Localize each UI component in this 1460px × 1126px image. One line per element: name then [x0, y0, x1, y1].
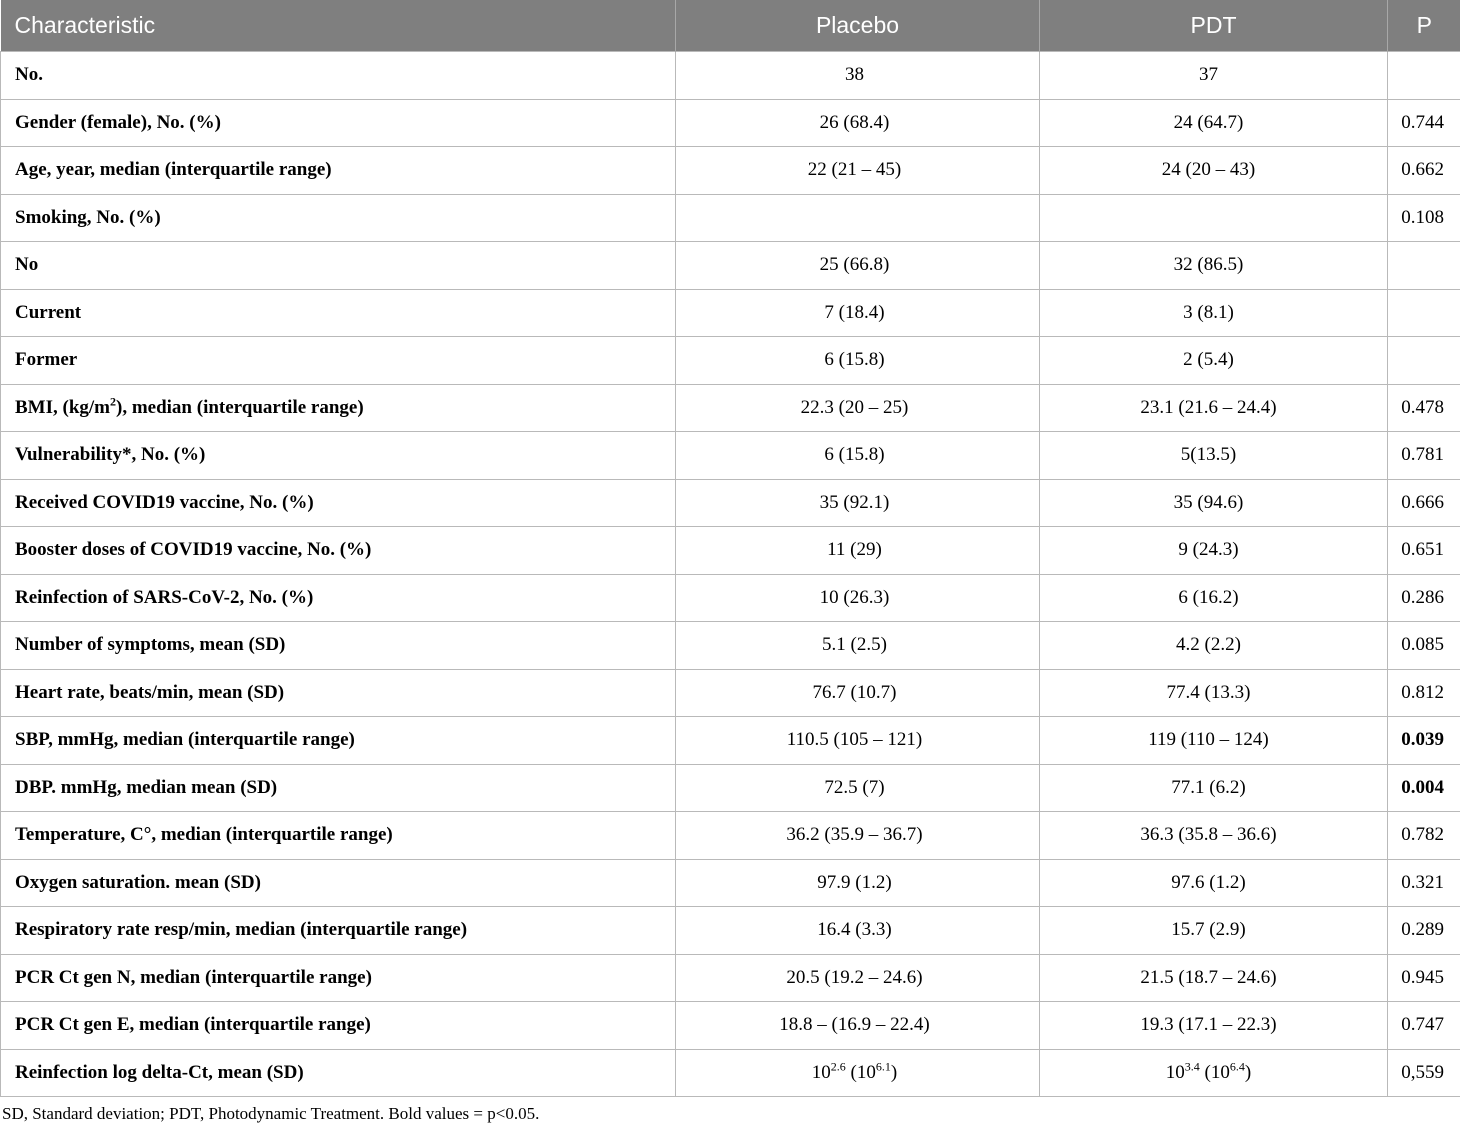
row-label: Received COVID19 vaccine, No. (%) [1, 479, 676, 527]
value-mid: (10 [845, 1061, 876, 1083]
value-mid: (10 [1199, 1061, 1230, 1083]
table-row [1, 479, 1460, 527]
table-row [1, 384, 1460, 432]
row-label: Reinfection of SARS-CoV-2, No. (%) [1, 574, 676, 622]
label-superscript: 2 [110, 394, 116, 409]
table-row [1, 907, 1460, 955]
table-row [1, 289, 1460, 337]
row-label: Former [1, 337, 676, 385]
table-row [1, 717, 1460, 765]
p-value-cell: 0.945 [1388, 954, 1460, 1002]
placebo-cell: 16.4 (3.3) [676, 907, 1040, 955]
p-value-cell: 0.289 [1388, 907, 1460, 955]
pdt-cell: 36.3 (35.8 – 36.6) [1040, 812, 1388, 860]
pdt-cell: 24 (64.7) [1040, 99, 1388, 147]
value-exponent: 2.6 [830, 1059, 846, 1074]
placebo-cell: 110.5 (105 – 121) [676, 717, 1040, 765]
row-label [1, 384, 676, 432]
row-label: Number of symptoms, mean (SD) [1, 622, 676, 670]
table-row [1, 337, 1460, 385]
table-row [1, 432, 1460, 480]
placebo-cell: 36.2 (35.9 – 36.7) [676, 812, 1040, 860]
placebo-cell: 25 (66.8) [676, 242, 1040, 290]
placebo-cell: 22 (21 – 45) [676, 147, 1040, 195]
pdt-cell: 35 (94.6) [1040, 479, 1388, 527]
row-label: Oxygen saturation. mean (SD) [1, 859, 676, 907]
p-value-cell: 0.662 [1388, 147, 1460, 195]
header-characteristic: Characteristic [1, 0, 676, 52]
p-value-cell: 0.666 [1388, 479, 1460, 527]
row-label: DBP. mmHg, median mean (SD) [1, 764, 676, 812]
pdt-cell: 6 (16.2) [1040, 574, 1388, 622]
placebo-cell [676, 1049, 1040, 1097]
p-value-cell-significant: 0.039 [1388, 717, 1460, 765]
row-label: Heart rate, beats/min, mean (SD) [1, 669, 676, 717]
row-label: Temperature, C°, median (interquartile range) [1, 812, 676, 860]
table-row [1, 812, 1460, 860]
p-value-cell [1388, 52, 1460, 100]
pdt-cell: 119 (110 – 124) [1040, 717, 1388, 765]
table-row [1, 764, 1460, 812]
placebo-cell: 72.5 (7) [676, 764, 1040, 812]
p-value-cell: 0.812 [1388, 669, 1460, 717]
table-row [1, 194, 1460, 242]
table-row [1, 242, 1460, 290]
table-row [1, 52, 1460, 100]
table-row [1, 1002, 1460, 1050]
p-value-cell [1388, 242, 1460, 290]
p-value-cell: 0.108 [1388, 194, 1460, 242]
placebo-cell: 5.1 (2.5) [676, 622, 1040, 670]
row-label: PCR Ct gen E, median (interquartile range) [1, 1002, 676, 1050]
p-value-cell [1388, 337, 1460, 385]
table-row [1, 954, 1460, 1002]
placebo-cell: 20.5 (19.2 – 24.6) [676, 954, 1040, 1002]
value-base: 10 [811, 1061, 831, 1083]
p-value-cell: 0,559 [1388, 1049, 1460, 1097]
pdt-cell: 32 (86.5) [1040, 242, 1388, 290]
placebo-cell: 6 (15.8) [676, 432, 1040, 480]
p-value-cell: 0.747 [1388, 1002, 1460, 1050]
placebo-cell: 35 (92.1) [676, 479, 1040, 527]
row-label: Vulnerability*, No. (%) [1, 432, 676, 480]
p-value-cell: 0.321 [1388, 859, 1460, 907]
placebo-cell: 26 (68.4) [676, 99, 1040, 147]
row-label: Gender (female), No. (%) [1, 99, 676, 147]
pdt-cell [1040, 194, 1388, 242]
p-value-cell: 0.781 [1388, 432, 1460, 480]
row-label: Age, year, median (interquartile range) [1, 147, 676, 195]
pdt-cell: 77.1 (6.2) [1040, 764, 1388, 812]
placebo-cell: 18.8 – (16.9 – 22.4) [676, 1002, 1040, 1050]
row-label: Respiratory rate resp/min, median (interquartile range) [1, 907, 676, 955]
value-base: 10 [1165, 1061, 1185, 1083]
pdt-cell: 9 (24.3) [1040, 527, 1388, 575]
row-label: PCR Ct gen N, median (interquartile range) [1, 954, 676, 1002]
p-value-cell: 0.478 [1388, 384, 1460, 432]
p-value-cell-significant: 0.004 [1388, 764, 1460, 812]
header-pdt: PDT [1040, 0, 1388, 52]
row-label: Booster doses of COVID19 vaccine, No. (%) [1, 527, 676, 575]
value-end: ) [1244, 1061, 1252, 1083]
row-label: Current [1, 289, 676, 337]
placebo-cell: 7 (18.4) [676, 289, 1040, 337]
pdt-cell: 24 (20 – 43) [1040, 147, 1388, 195]
table-row [1, 622, 1460, 670]
row-label: Smoking, No. (%) [1, 194, 676, 242]
row-label: No [1, 242, 676, 290]
table-row [1, 99, 1460, 147]
label-text: BMI, (kg/m [15, 396, 110, 418]
row-label: SBP, mmHg, median (interquartile range) [1, 717, 676, 765]
header-placebo: Placebo [676, 0, 1040, 52]
placebo-cell: 38 [676, 52, 1040, 100]
row-label: Reinfection log delta-Ct, mean (SD) [1, 1049, 676, 1097]
pdt-cell: 23.1 (21.6 – 24.4) [1040, 384, 1388, 432]
value-exponent-2: 6.1 [875, 1059, 891, 1074]
placebo-cell [676, 194, 1040, 242]
pdt-cell: 21.5 (18.7 – 24.6) [1040, 954, 1388, 1002]
value-exponent-2: 6.4 [1229, 1059, 1245, 1074]
value-exponent: 3.4 [1184, 1059, 1200, 1074]
pdt-cell: 37 [1040, 52, 1388, 100]
table-row [1, 1049, 1460, 1097]
label-text-end: ), median (interquartile range) [116, 396, 364, 418]
placebo-cell: 11 (29) [676, 527, 1040, 575]
pdt-cell: 15.7 (2.9) [1040, 907, 1388, 955]
header-row [1, 0, 1460, 52]
placebo-cell: 22.3 (20 – 25) [676, 384, 1040, 432]
placebo-cell: 6 (15.8) [676, 337, 1040, 385]
pdt-cell: 5(13.5) [1040, 432, 1388, 480]
value-end: ) [890, 1061, 898, 1083]
placebo-cell: 10 (26.3) [676, 574, 1040, 622]
pdt-cell: 19.3 (17.1 – 22.3) [1040, 1002, 1388, 1050]
pdt-cell [1040, 1049, 1388, 1097]
table-row [1, 859, 1460, 907]
pdt-cell: 3 (8.1) [1040, 289, 1388, 337]
table-row [1, 574, 1460, 622]
row-label: No. [1, 52, 676, 100]
pdt-cell: 4.2 (2.2) [1040, 622, 1388, 670]
p-value-cell: 0.782 [1388, 812, 1460, 860]
table-row [1, 669, 1460, 717]
placebo-cell: 97.9 (1.2) [676, 859, 1040, 907]
table-row [1, 147, 1460, 195]
p-value-cell: 0.085 [1388, 622, 1460, 670]
table-footnote: SD, Standard deviation; PDT, Photodynamic Treatment. Bold values = p<0.05. [2, 1104, 540, 1123]
pdt-cell: 97.6 (1.2) [1040, 859, 1388, 907]
p-value-cell: 0.286 [1388, 574, 1460, 622]
placebo-cell: 76.7 (10.7) [676, 669, 1040, 717]
header-p: P [1388, 0, 1460, 52]
p-value-cell: 0.651 [1388, 527, 1460, 575]
table-row [1, 527, 1460, 575]
p-value-cell: 0.744 [1388, 99, 1460, 147]
p-value-cell [1388, 289, 1460, 337]
pdt-cell: 2 (5.4) [1040, 337, 1388, 385]
pdt-cell: 77.4 (13.3) [1040, 669, 1388, 717]
